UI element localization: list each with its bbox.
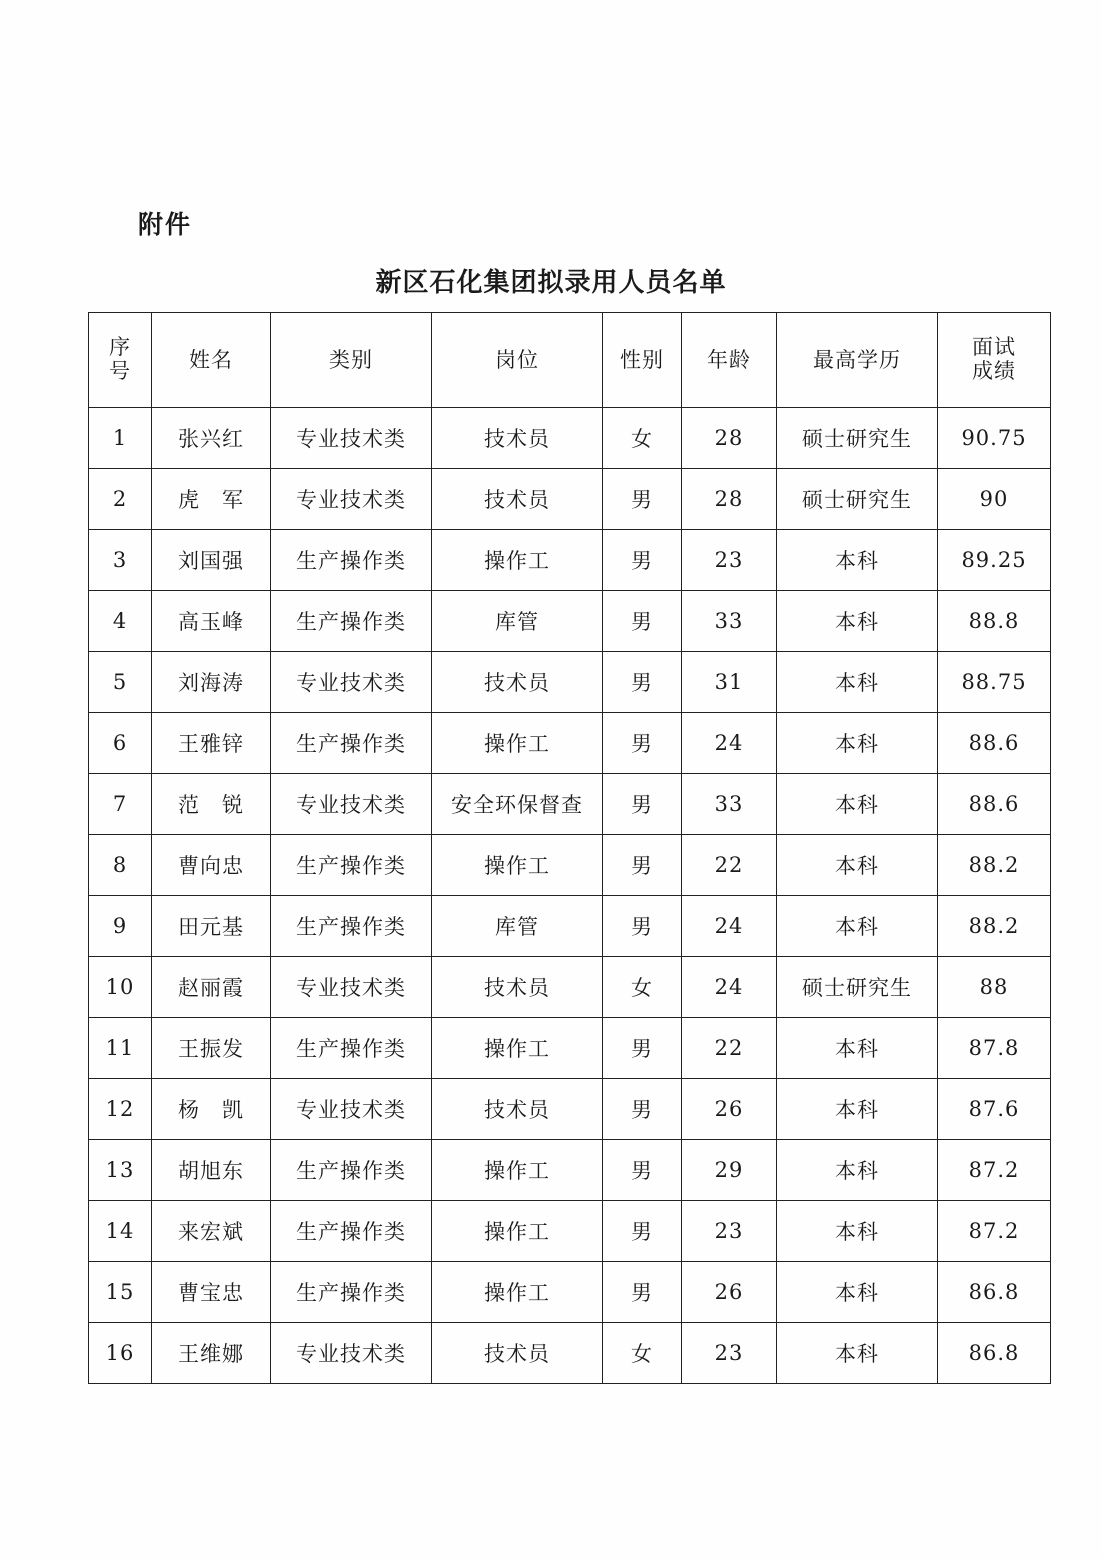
cell-score: 88.2 (938, 835, 1051, 896)
cell-gender: 男 (603, 896, 682, 957)
cell-age: 22 (682, 835, 777, 896)
table-row (89, 835, 1051, 896)
cell-name: 王雅锌 (152, 713, 271, 774)
cell-education: 本科 (777, 1323, 938, 1384)
column-header-no-line1: 序 (109, 335, 131, 360)
cell-gender: 女 (603, 957, 682, 1018)
cell-post: 技术员 (432, 957, 603, 1018)
table-row (89, 1201, 1051, 1262)
cell-score: 87.2 (938, 1140, 1051, 1201)
column-header-score (938, 313, 1051, 408)
cell-name: 来宏斌 (152, 1201, 271, 1262)
cell-age: 26 (682, 1079, 777, 1140)
cell-name: 曹向忠 (152, 835, 271, 896)
cell-post: 操作工 (432, 1018, 603, 1079)
cell-gender: 男 (603, 530, 682, 591)
cell-name: 赵丽霞 (152, 957, 271, 1018)
cell-category: 生产操作类 (271, 530, 432, 591)
cell-gender: 男 (603, 652, 682, 713)
cell-post: 操作工 (432, 530, 603, 591)
cell-age: 28 (682, 408, 777, 469)
cell-category: 生产操作类 (271, 713, 432, 774)
cell-no: 2 (89, 469, 152, 530)
table-row (89, 1262, 1051, 1323)
cell-post: 技术员 (432, 1323, 603, 1384)
cell-score: 87.6 (938, 1079, 1051, 1140)
cell-post: 操作工 (432, 835, 603, 896)
cell-no: 6 (89, 713, 152, 774)
column-header-education: 最高学历 (777, 313, 938, 408)
cell-age: 33 (682, 774, 777, 835)
table-row (89, 896, 1051, 957)
cell-age: 23 (682, 1201, 777, 1262)
cell-category: 专业技术类 (271, 1079, 432, 1140)
cell-gender: 男 (603, 835, 682, 896)
cell-education: 本科 (777, 1079, 938, 1140)
cell-name: 刘国强 (152, 530, 271, 591)
cell-score: 90 (938, 469, 1051, 530)
cell-education: 硕士研究生 (777, 408, 938, 469)
table-header (89, 313, 1051, 408)
column-header-gender: 性别 (603, 313, 682, 408)
table-row (89, 591, 1051, 652)
cell-category: 专业技术类 (271, 652, 432, 713)
cell-category: 生产操作类 (271, 1262, 432, 1323)
cell-category: 专业技术类 (271, 957, 432, 1018)
cell-post: 操作工 (432, 713, 603, 774)
roster-table (88, 312, 1051, 1384)
cell-score: 89.25 (938, 530, 1051, 591)
cell-no: 13 (89, 1140, 152, 1201)
roster-table-container (88, 312, 1042, 1384)
table-row (89, 408, 1051, 469)
cell-name: 胡旭东 (152, 1140, 271, 1201)
cell-no: 9 (89, 896, 152, 957)
cell-score: 87.8 (938, 1018, 1051, 1079)
table-row (89, 957, 1051, 1018)
column-header-score-line2: 成绩 (972, 359, 1016, 383)
cell-category: 专业技术类 (271, 774, 432, 835)
table-body (89, 408, 1051, 1384)
cell-category: 专业技术类 (271, 1323, 432, 1384)
cell-education: 本科 (777, 1018, 938, 1079)
cell-age: 24 (682, 713, 777, 774)
cell-education: 本科 (777, 896, 938, 957)
cell-age: 31 (682, 652, 777, 713)
cell-category: 生产操作类 (271, 1201, 432, 1262)
cell-category: 生产操作类 (271, 835, 432, 896)
cell-name: 刘海涛 (152, 652, 271, 713)
cell-post: 操作工 (432, 1140, 603, 1201)
table-row (89, 1079, 1051, 1140)
cell-age: 26 (682, 1262, 777, 1323)
cell-education: 硕士研究生 (777, 469, 938, 530)
cell-score: 90.75 (938, 408, 1051, 469)
cell-post: 操作工 (432, 1201, 603, 1262)
cell-education: 硕士研究生 (777, 957, 938, 1018)
cell-no: 3 (89, 530, 152, 591)
cell-no: 11 (89, 1018, 152, 1079)
cell-post: 技术员 (432, 1079, 603, 1140)
cell-education: 本科 (777, 1201, 938, 1262)
cell-score: 86.8 (938, 1323, 1051, 1384)
cell-score: 88.75 (938, 652, 1051, 713)
cell-gender: 男 (603, 1018, 682, 1079)
cell-gender: 男 (603, 774, 682, 835)
table-header-row (89, 313, 1051, 408)
cell-age: 23 (682, 1323, 777, 1384)
cell-name: 张兴红 (152, 408, 271, 469)
table-row (89, 1018, 1051, 1079)
cell-gender: 女 (603, 1323, 682, 1384)
cell-post: 技术员 (432, 408, 603, 469)
table-row (89, 469, 1051, 530)
cell-category: 专业技术类 (271, 408, 432, 469)
cell-name: 王维娜 (152, 1323, 271, 1384)
cell-gender: 男 (603, 1262, 682, 1323)
table-row (89, 774, 1051, 835)
cell-gender: 男 (603, 591, 682, 652)
cell-education: 本科 (777, 652, 938, 713)
cell-name: 曹宝忠 (152, 1262, 271, 1323)
cell-score: 86.8 (938, 1262, 1051, 1323)
cell-no: 15 (89, 1262, 152, 1323)
cell-score: 88.6 (938, 713, 1051, 774)
cell-no: 12 (89, 1079, 152, 1140)
column-header-age: 年龄 (682, 313, 777, 408)
cell-category: 生产操作类 (271, 1140, 432, 1201)
column-header-no (89, 313, 152, 408)
table-row (89, 713, 1051, 774)
table-row (89, 1323, 1051, 1384)
cell-age: 24 (682, 896, 777, 957)
cell-gender: 男 (603, 469, 682, 530)
cell-no: 1 (89, 408, 152, 469)
cell-education: 本科 (777, 835, 938, 896)
cell-no: 10 (89, 957, 152, 1018)
cell-category: 专业技术类 (271, 469, 432, 530)
cell-post: 操作工 (432, 1262, 603, 1323)
cell-gender: 男 (603, 1140, 682, 1201)
cell-post: 库管 (432, 896, 603, 957)
column-header-category: 类别 (271, 313, 432, 408)
cell-post: 技术员 (432, 469, 603, 530)
cell-name: 范 锐 (152, 774, 271, 835)
cell-gender: 女 (603, 408, 682, 469)
table-row (89, 652, 1051, 713)
cell-post: 库管 (432, 591, 603, 652)
cell-score: 88.2 (938, 896, 1051, 957)
cell-score: 88.6 (938, 774, 1051, 835)
cell-name: 杨 凯 (152, 1079, 271, 1140)
cell-name: 高玉峰 (152, 591, 271, 652)
cell-education: 本科 (777, 530, 938, 591)
cell-gender: 男 (603, 1201, 682, 1262)
cell-no: 14 (89, 1201, 152, 1262)
cell-no: 16 (89, 1323, 152, 1384)
cell-age: 22 (682, 1018, 777, 1079)
cell-name: 田元基 (152, 896, 271, 957)
cell-age: 24 (682, 957, 777, 1018)
cell-age: 28 (682, 469, 777, 530)
column-header-no-line2: 号 (109, 359, 131, 383)
column-header-post: 岗位 (432, 313, 603, 408)
cell-education: 本科 (777, 1140, 938, 1201)
page-title: 新区石化集团拟录用人员名单 (375, 268, 727, 298)
column-header-name: 姓名 (152, 313, 271, 408)
cell-post: 安全环保督查 (432, 774, 603, 835)
cell-category: 生产操作类 (271, 1018, 432, 1079)
cell-education: 本科 (777, 1262, 938, 1323)
table-row (89, 1140, 1051, 1201)
table-row (89, 530, 1051, 591)
cell-no: 8 (89, 835, 152, 896)
cell-age: 33 (682, 591, 777, 652)
cell-no: 7 (89, 774, 152, 835)
cell-education: 本科 (777, 713, 938, 774)
attachment-label: 附件 (138, 210, 193, 239)
cell-score: 88.8 (938, 591, 1051, 652)
cell-age: 29 (682, 1140, 777, 1201)
cell-gender: 男 (603, 1079, 682, 1140)
column-header-score-line1: 面试 (972, 335, 1016, 360)
cell-education: 本科 (777, 591, 938, 652)
cell-score: 87.2 (938, 1201, 1051, 1262)
cell-score: 88 (938, 957, 1051, 1018)
cell-no: 5 (89, 652, 152, 713)
cell-gender: 男 (603, 713, 682, 774)
cell-no: 4 (89, 591, 152, 652)
cell-name: 王振发 (152, 1018, 271, 1079)
cell-age: 23 (682, 530, 777, 591)
cell-education: 本科 (777, 774, 938, 835)
cell-name: 虎 军 (152, 469, 271, 530)
cell-category: 生产操作类 (271, 896, 432, 957)
cell-post: 技术员 (432, 652, 603, 713)
cell-category: 生产操作类 (271, 591, 432, 652)
